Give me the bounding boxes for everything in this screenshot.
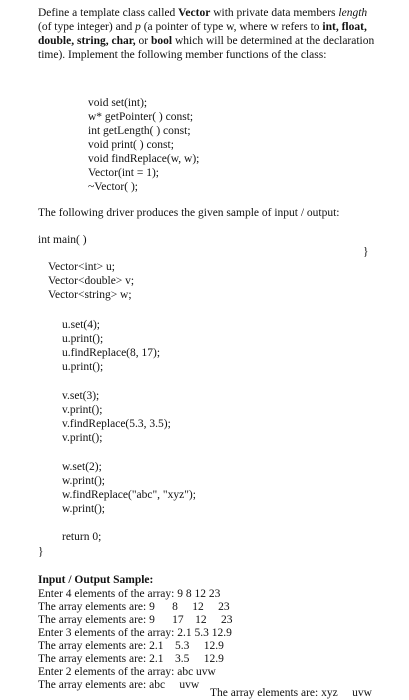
code-line: w.print();	[62, 503, 106, 515]
code-line: u.print();	[62, 361, 104, 373]
io-line: The array elements are: 9 17 12 23	[38, 614, 233, 626]
code-line: v.set(3);	[62, 390, 100, 402]
member-length: length	[338, 7, 368, 19]
member-function: Vector(int = 1);	[88, 167, 159, 179]
declaration-line: Vector<int> u;	[48, 261, 115, 273]
declaration-line: Vector<string> w;	[48, 289, 132, 301]
member-function: void findReplace(w, w);	[88, 153, 200, 165]
code-line: w.print();	[62, 475, 106, 487]
io-line: The array elements are: 2.1 5.3 12.9	[38, 640, 224, 652]
code-line: v.print();	[62, 432, 103, 444]
member-function: void set(int);	[88, 97, 148, 109]
code-line: w.set(2);	[62, 461, 102, 473]
code-line: v.print();	[62, 404, 103, 416]
intro-text-5: or	[135, 35, 152, 47]
code-line: u.findReplace(8, 17);	[62, 347, 161, 359]
intro-text-3: (of type integer) and	[38, 21, 136, 33]
driver-description: The following driver produces the given sample of input / output:	[38, 207, 340, 219]
io-line: Enter 4 elements of the array: 9 8 12 23	[38, 588, 221, 600]
member-function: void print( ) const;	[88, 139, 174, 151]
intro-text-6: which will be determined at the declaration time). Implement the following member functions of the class:	[38, 35, 375, 61]
io-line: The array elements are: abc uvw	[38, 679, 200, 691]
type-list: int, float, double, string, char,	[38, 21, 367, 47]
io-line-last: The array elements are: xyz uvw	[210, 687, 372, 699]
declaration-line: Vector<double> v;	[48, 275, 135, 287]
code-line: v.findReplace(5.3, 3.5);	[62, 418, 171, 430]
io-line: The array elements are: 9 8 12 23	[38, 601, 230, 613]
main-signature: int main( )	[38, 234, 87, 246]
member-function: int getLength( ) const;	[88, 125, 191, 137]
problem-intro	[38, 6, 378, 62]
closing-brace-left: }	[38, 546, 44, 558]
member-function: w* getPointer( ) const;	[88, 111, 194, 123]
code-line: w.findReplace("abc", "xyz");	[62, 489, 196, 501]
intro-text-2: with private data members	[210, 7, 339, 19]
intro-text-4: (a pointer of type w, where w refers to	[140, 21, 323, 33]
member-p: p	[135, 21, 141, 33]
closing-brace-right: }	[363, 246, 369, 258]
class-name: Vector	[178, 7, 211, 19]
return-statement: return 0;	[62, 531, 102, 543]
code-line: u.print();	[62, 333, 104, 345]
io-line: Enter 3 elements of the array: 2.1 5.3 12.9	[38, 627, 232, 639]
member-function: ~Vector( );	[88, 181, 138, 193]
code-line: u.set(4);	[62, 319, 101, 331]
io-line: The array elements are: 2.1 3.5 12.9	[38, 653, 224, 665]
type-bool: bool	[151, 35, 173, 47]
io-line: Enter 2 elements of the array: abc uvw	[38, 666, 216, 678]
io-sample-title: Input / Output Sample:	[38, 574, 154, 586]
intro-text-1: Define a template class called	[38, 7, 179, 19]
